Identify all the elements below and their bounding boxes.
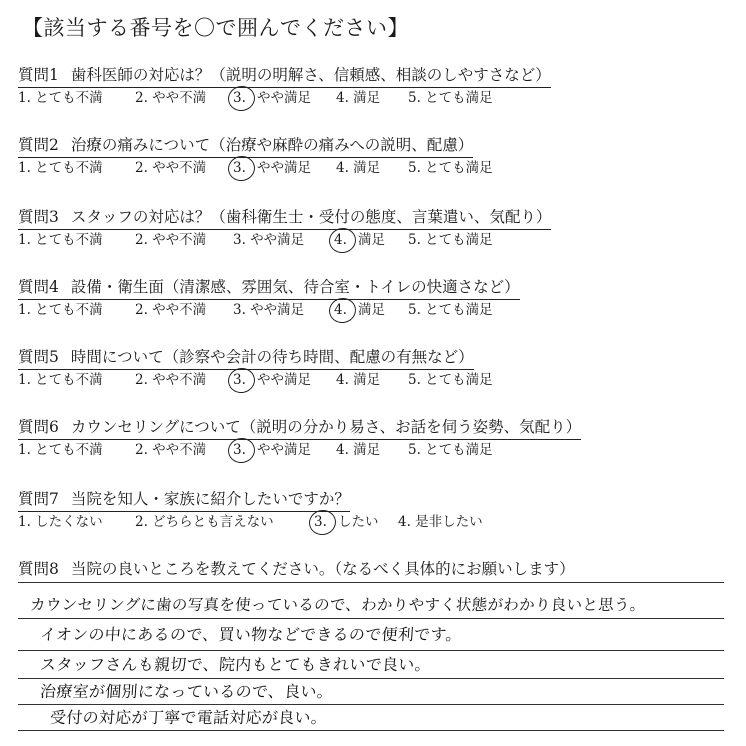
- question-text: 当院を知人・家族に紹介したいですか？: [70, 490, 350, 508]
- options-row: [18, 157, 738, 179]
- question-number: 質問6: [18, 418, 59, 436]
- question-title: [18, 134, 473, 158]
- option-1: 1. とても不満: [18, 232, 103, 248]
- question-title: [18, 276, 520, 300]
- option-5: 5. とても満足: [408, 160, 493, 176]
- question-title: [18, 416, 581, 440]
- option-3: 3. やや満足: [233, 302, 305, 318]
- option-2: 2. やや不満: [135, 232, 207, 248]
- option-3: 3. やや満足: [233, 232, 305, 248]
- question-number: 質問5: [18, 348, 59, 366]
- question-3: [0, 206, 746, 266]
- option-5: 5. とても満足: [408, 372, 493, 388]
- question-4: [0, 276, 746, 336]
- ruled-line: [18, 650, 724, 651]
- question-text: 設備・衛生面（清潔感、雰囲気、待合室・トイレの快適さなど）: [70, 278, 520, 296]
- options-row: [18, 369, 738, 391]
- handwritten-answer-line: 受付の対応が丁寧で電話対応が良い。: [49, 708, 328, 727]
- question-5: [0, 346, 746, 406]
- option-4: 4. 是非したい: [398, 514, 483, 530]
- option-1: 1. とても不満: [18, 442, 103, 458]
- option-2: 2. やや不満: [135, 160, 207, 176]
- option-3-selected: 3.: [233, 87, 246, 109]
- option-3-label: やや満足: [257, 160, 311, 176]
- ruled-line: [18, 618, 724, 619]
- option-4-selected: 4.: [334, 229, 347, 251]
- option-3-label: やや満足: [257, 442, 311, 458]
- question-6: [0, 416, 746, 476]
- ruled-line: [18, 582, 724, 583]
- question-7: [0, 488, 746, 548]
- option-1: 1. とても不満: [18, 90, 103, 106]
- instruction-header: 【該当する番号を〇で囲んでください】: [22, 16, 409, 40]
- question-title: [18, 206, 551, 230]
- option-4: 4. 満足: [336, 372, 381, 388]
- option-1: 1. とても不満: [18, 372, 103, 388]
- option-3-label: したい: [338, 514, 379, 530]
- question-text: スタッフの対応は？（歯科衛生士・受付の態度、言葉遣い、気配り）: [70, 208, 552, 226]
- ruled-line: [18, 678, 724, 679]
- question-text: 治療の痛みについて（治療や麻酔の痛みへの説明、配慮）: [70, 136, 474, 154]
- option-5: 5. とても満足: [408, 302, 493, 318]
- question-text: 時間について（診察や会計の待ち時間、配慮の有無など）: [70, 348, 474, 366]
- options-row: [18, 229, 738, 251]
- option-5: 5. とても満足: [408, 232, 493, 248]
- options-row: [18, 299, 738, 321]
- option-3-selected: 3.: [233, 439, 246, 461]
- question-number: 質問2: [18, 136, 59, 154]
- option-4: 4. 満足: [336, 160, 381, 176]
- option-1: 1. したくない: [18, 514, 103, 530]
- ruled-line: [18, 730, 724, 731]
- question-1: [0, 64, 746, 124]
- option-3-label: やや満足: [257, 372, 311, 388]
- option-5: 5. とても満足: [408, 442, 493, 458]
- handwritten-answer-line: カウンセリングに歯の写真を使っているので、わかりやすく状態がわかり良いと思う。: [29, 596, 647, 614]
- option-3-label: やや満足: [257, 90, 311, 106]
- question-text: 歯科医師の対応は？（説明の明解さ、信頼感、相談のしやすさなど）: [70, 66, 551, 84]
- option-4: 4. 満足: [336, 90, 381, 106]
- question-title: [18, 558, 575, 580]
- option-1: 1. とても不満: [18, 302, 103, 318]
- options-row: [18, 439, 738, 461]
- handwritten-answer-line: スタッフさんも親切で、院内もとてもきれいで良い。: [39, 655, 432, 674]
- question-number: 質問1: [18, 66, 59, 84]
- handwritten-answer-line: 治療室が個別になっているので、良い。: [39, 682, 334, 701]
- options-row: [18, 511, 738, 533]
- option-5: 5. とても満足: [408, 90, 493, 106]
- handwritten-answer-line: イオンの中にあるので、買い物などできるので便利です。: [39, 625, 463, 644]
- option-4-label: 満足: [358, 302, 385, 318]
- option-4-selected: 4.: [334, 299, 347, 321]
- option-3-selected: 3.: [233, 369, 246, 391]
- option-2: 2. やや不満: [135, 302, 207, 318]
- question-text: カウンセリングについて（説明の分かり易さ、お話を伺う姿勢、気配り）: [70, 418, 582, 436]
- option-1: 1. とても不満: [18, 160, 103, 176]
- ruled-line: [18, 704, 724, 705]
- question-8: [0, 558, 746, 744]
- option-2: 2. どちらとも言えない: [135, 514, 274, 530]
- question-number: 質問8: [18, 560, 59, 578]
- question-2: [0, 134, 746, 194]
- option-2: 2. やや不満: [135, 442, 207, 458]
- option-3-selected: 3.: [314, 511, 327, 533]
- question-title: [18, 346, 474, 370]
- question-title: [18, 488, 350, 512]
- question-number: 質問3: [18, 208, 59, 226]
- question-number: 質問7: [18, 490, 59, 508]
- question-number: 質問4: [18, 278, 59, 296]
- option-3-selected: 3.: [233, 157, 246, 179]
- option-2: 2. やや不満: [135, 90, 207, 106]
- question-text: 当院の良いところを教えてください。（なるべく具体的にお願いします）: [70, 560, 575, 578]
- question-title: [18, 64, 551, 88]
- option-4: 4. 満足: [336, 442, 381, 458]
- options-row: [18, 87, 738, 109]
- option-2: 2. やや不満: [135, 372, 207, 388]
- option-4-label: 満足: [358, 232, 385, 248]
